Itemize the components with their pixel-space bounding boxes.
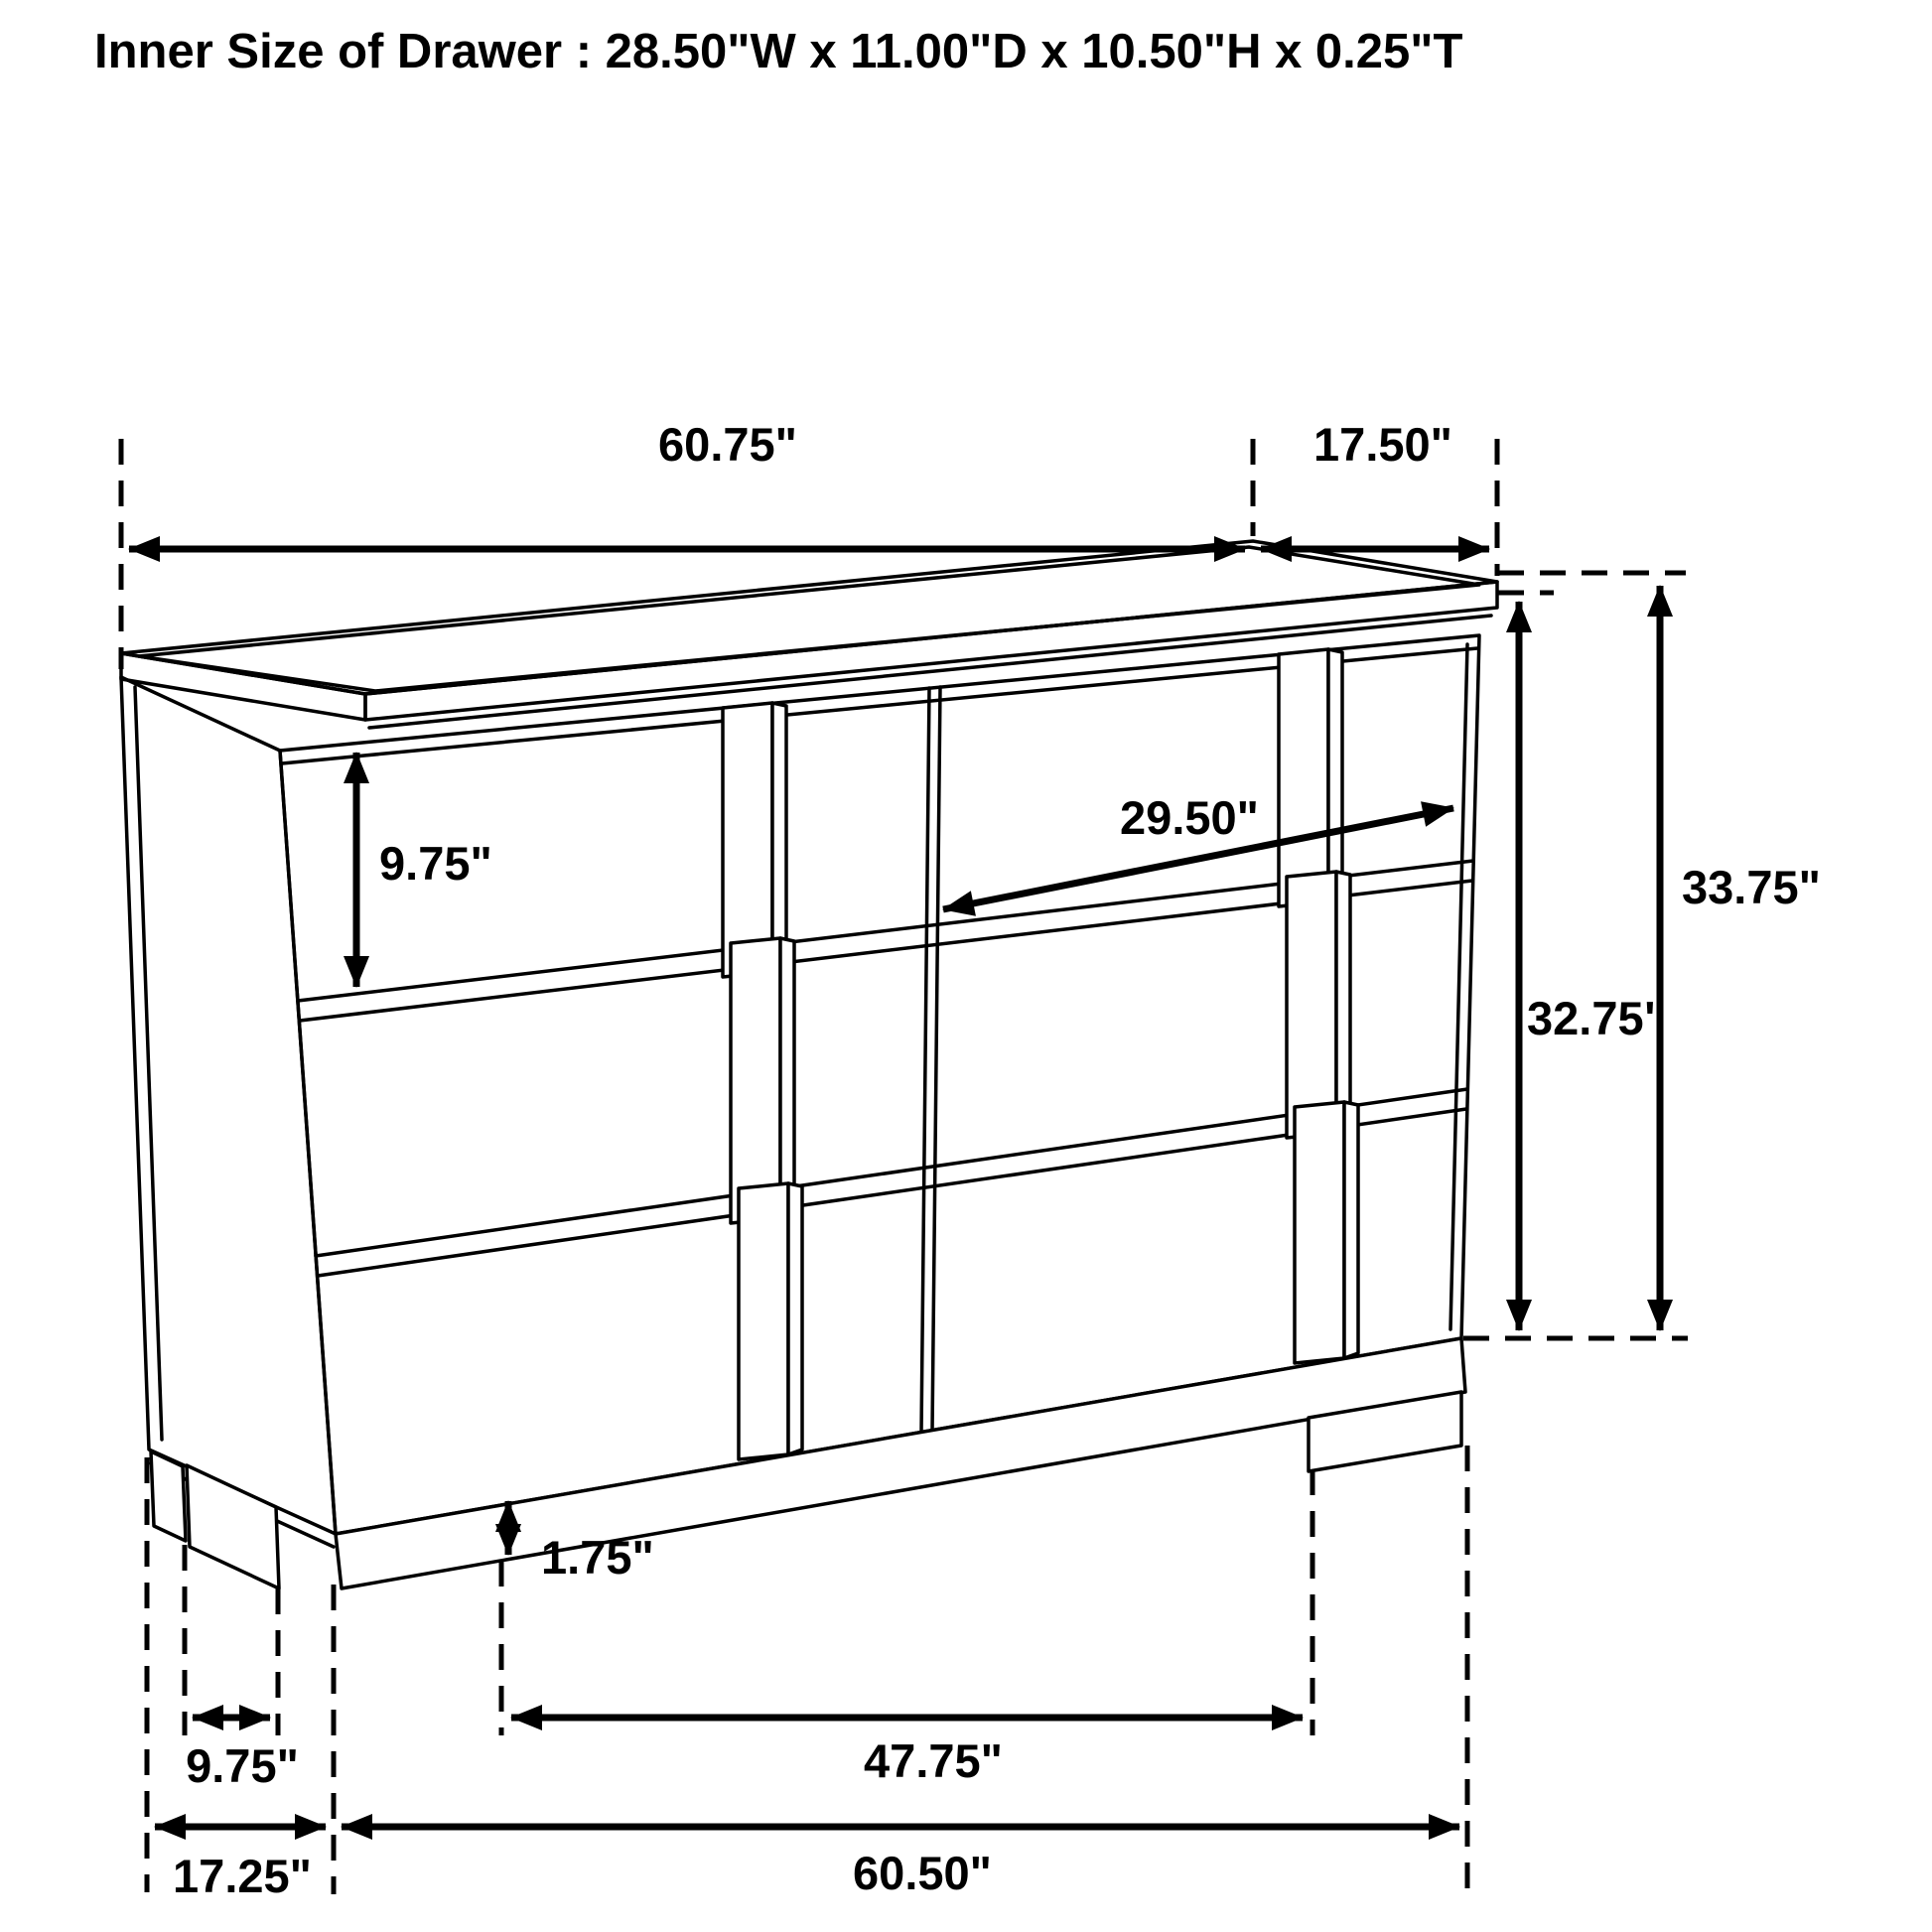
pull-strip — [731, 938, 780, 1223]
dim-drawer-width-label: 29.50" — [1120, 791, 1259, 844]
dim-floor-depth-label: 17.25" — [173, 1850, 312, 1902]
pull-strip — [1295, 1102, 1344, 1363]
dim-overall-height-label: 33.75" — [1682, 861, 1821, 913]
pull-strip-side — [772, 703, 786, 972]
dim-top-width-label: 60.75" — [658, 418, 797, 471]
dim-case-height-label: 32.75" — [1527, 992, 1666, 1044]
pull-strip-side — [1344, 1102, 1358, 1358]
dim-feet-span-label: 47.75" — [864, 1734, 1003, 1787]
pull-strip-side — [780, 938, 794, 1218]
left-back-foot — [151, 1451, 186, 1541]
pull-strip-side — [1336, 872, 1350, 1133]
pull-strip — [1287, 872, 1336, 1138]
pull-strip-side — [788, 1183, 802, 1454]
pull-strip-side — [1328, 649, 1342, 901]
dim-top-depth-label: 17.50" — [1313, 418, 1452, 471]
dim-drawer-height-label: 9.75" — [379, 837, 492, 890]
dim-floor-width-label: 60.50" — [853, 1847, 992, 1899]
diagram-title: Inner Size of Drawer : 28.50"W x 11.00"D x 10.50"H x 0.25"T — [94, 25, 1463, 78]
dim-base-height-label: 1.75" — [541, 1531, 654, 1584]
pull-strip — [1279, 649, 1328, 906]
pull-strip — [739, 1183, 788, 1459]
dim-foot-depth-label: 9.75" — [186, 1739, 299, 1792]
pull-strip — [723, 703, 772, 977]
